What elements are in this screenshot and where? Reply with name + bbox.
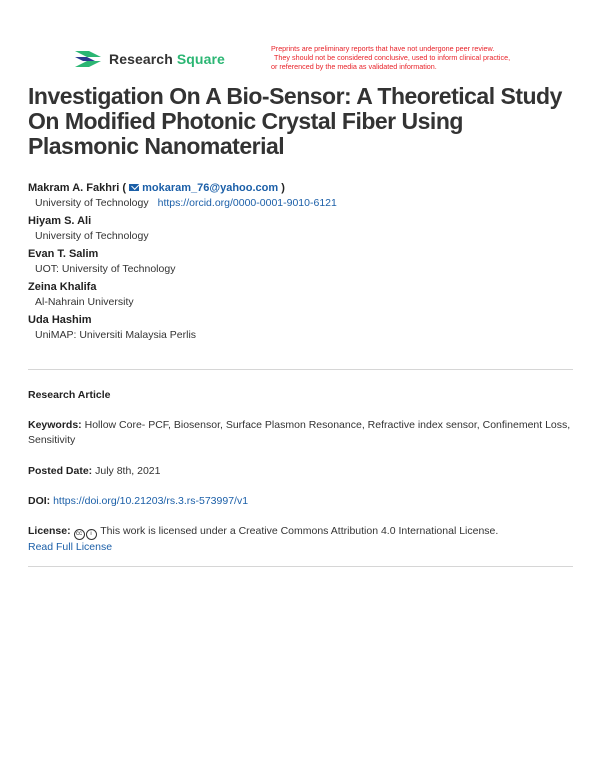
notice-line: Preprints are preliminary reports that have not undergone peer review. [271, 44, 495, 53]
cc-icon: cc [74, 529, 85, 540]
author-entry [28, 280, 578, 310]
posted-date [28, 464, 573, 479]
logo-text: Research Square [109, 51, 225, 67]
author-name: Zeina Khalifa [28, 281, 97, 293]
preprint-notice [271, 44, 571, 71]
author-entry [28, 247, 578, 277]
author-name: Makram A. Fakhri [28, 182, 120, 194]
divider [28, 566, 573, 567]
posted-date-label: Posted Date: [28, 465, 93, 477]
author-name: Hiyam S. Ali [28, 215, 92, 227]
research-square-logo[interactable] [75, 49, 225, 69]
author-list [28, 181, 578, 346]
notice-line: or referenced by the media as validated information. [271, 62, 437, 71]
author-affiliation: University of Technology [35, 197, 149, 209]
keywords-label: Keywords: [28, 419, 82, 431]
paper-title: Investigation On A Bio-Sensor: A Theoretical Study On Modified Photonic Crystal Fiber Using Plasmonic Nanomaterial [28, 83, 562, 159]
author-name: Uda Hashim [28, 314, 92, 326]
notice-line: They should not be considered conclusive, used to inform clinical practice, [274, 53, 511, 62]
posted-date-value: July 8th, 2021 [95, 465, 161, 477]
doi-link[interactable]: https://doi.org/10.21203/rs.3.rs-573997/v1 [53, 495, 249, 507]
author-affiliation: UOT: University of Technology [35, 263, 176, 275]
by-icon: i [86, 529, 97, 540]
author-name: Evan T. Salim [28, 248, 99, 260]
author-email-link[interactable]: mokaram_76@yahoo.com [142, 182, 279, 194]
read-full-license-link[interactable]: Read Full License [28, 541, 113, 553]
doi [28, 494, 573, 509]
research-square-logo-icon [75, 49, 101, 69]
license-label: License: [28, 525, 71, 537]
license-text: This work is licensed under a Creative Commons Attribution 4.0 International License. [100, 525, 499, 537]
author-entry [28, 313, 578, 343]
author-affiliation: University of Technology [35, 230, 149, 242]
article-type: Research Article [28, 389, 111, 401]
email-icon [129, 184, 139, 191]
author-entry: Makram A. Fakhri ( mokaram_76@yahoo.com ) University of Technology https://orcid.org/0000-0001-9010-6121 [28, 182, 337, 209]
author-entry [28, 214, 578, 244]
divider [28, 369, 573, 370]
doi-label: DOI: [28, 495, 51, 507]
license [28, 524, 573, 555]
keywords [28, 418, 573, 448]
author-affiliation: Al-Nahrain University [35, 296, 134, 308]
keywords-value: Hollow Core- PCF, Biosensor, Surface Plasmon Resonance, Refractive index sensor, Confinement Loss, Sensitivity [28, 419, 571, 446]
orcid-link[interactable]: https://orcid.org/0000-0001-9010-6121 [157, 197, 337, 209]
author-affiliation: UniMAP: Universiti Malaysia Perlis [35, 329, 197, 341]
